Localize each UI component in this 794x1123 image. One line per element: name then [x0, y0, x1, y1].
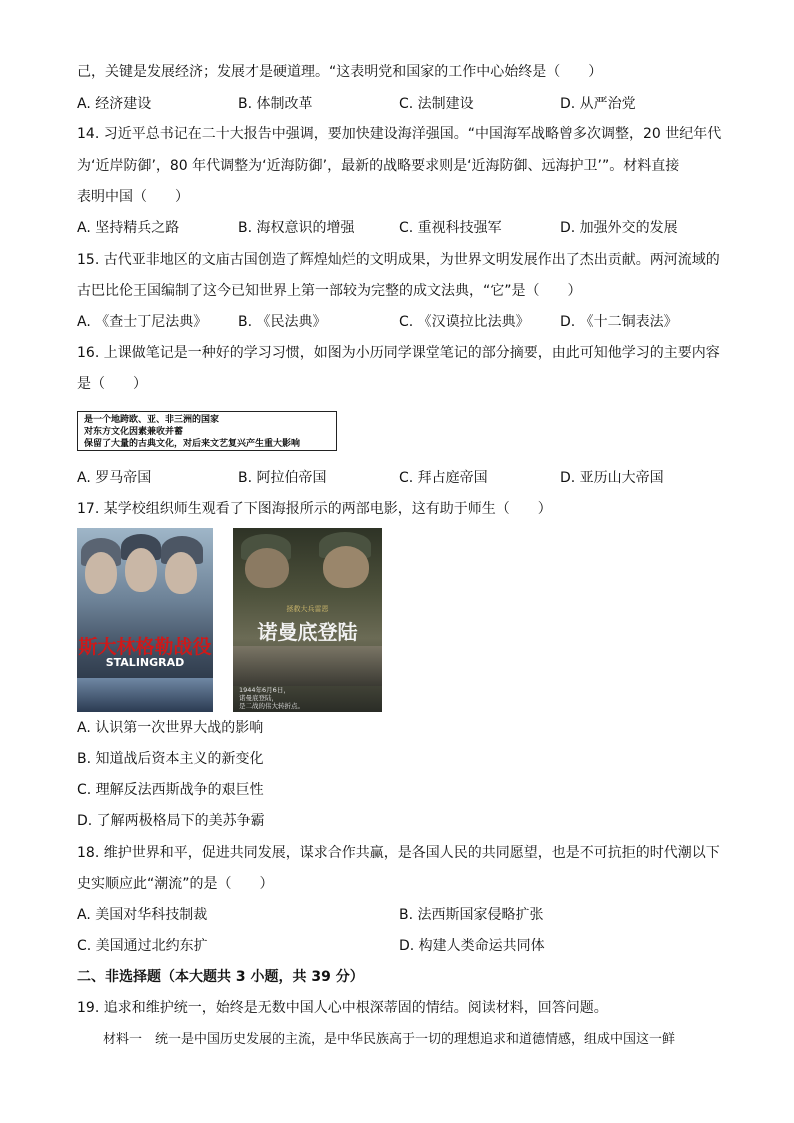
stalingrad-poster: [77, 528, 213, 712]
q15-option-b: B. 《民法典》: [238, 314, 327, 330]
q15-option-d: D. 《十二铜表法》: [560, 314, 678, 330]
soldier-face: [165, 552, 197, 594]
q16-option-a: A. 罗马帝国: [77, 470, 152, 486]
q14-option-c: C. 重视科技强军: [399, 220, 502, 236]
q19-stem: 19. 追求和维护统一，始终是无数中国人心中根深蒂固的情结。阅读材料，回答问题。: [77, 1000, 608, 1016]
q17-option-a: A. 认识第一次世界大战的影响: [77, 720, 264, 736]
q14-option-b: B. 海权意识的增强: [238, 220, 355, 236]
q15-option-c: C. 《汉谟拉比法典》: [399, 314, 530, 330]
q17-option-c: C. 理解反法西斯战争的艰巨性: [77, 782, 264, 798]
q16-option-c: C. 拜占庭帝国: [399, 470, 488, 486]
soldier-face: [85, 552, 117, 594]
q13-option-b: B. 体制改革: [238, 96, 313, 112]
q16-option-d: D. 亚历山大帝国: [560, 470, 664, 486]
q17-stem: 17. 某学校组织师生观看了下图海报所示的两部电影，这有助于师生（ ）: [77, 501, 552, 517]
normandy-top-text: 拯救大兵雷恩: [286, 605, 329, 613]
normandy-title: 诺曼底登陆: [257, 620, 358, 644]
stalingrad-title: 斯大林格勒战役: [78, 636, 212, 658]
q16-option-b: B. 阿拉伯帝国: [238, 470, 327, 486]
q14-stem-line-1: 14. 习近平总书记在二十大报告中强调，要加快建设海洋强国。“中国海军战略曾多次调整，20 世纪年代: [77, 126, 722, 142]
q13-stem-continued: 己，关键是发展经济；发展才是硬道理。“这表明党和国家的工作中心始终是（ ）: [77, 64, 603, 80]
stalingrad-subtitle: STALINGRAD: [105, 656, 185, 669]
q18-option-c: C. 美国通过北约东扩: [77, 938, 208, 954]
q15-stem-line-2: 古巴比伦王国编制了这今已知世界上第一部较为完整的成文法典，“它”是（ ）: [77, 283, 582, 299]
q15-stem-line-1: 15. 古代亚非地区的文庙古国创造了辉煌灿烂的文明成果，为世界文明发展作出了杰出贡献。两河流域的: [77, 252, 720, 268]
note-line-3: 保留了大量的古典文化，对后来文艺复兴产生重大影响: [84, 439, 301, 449]
soldier-face: [245, 548, 289, 588]
q19-material-1: 材料一 统一是中国历史发展的主流，是中华民族高于一切的理想追求和道德情感，组成中国这一鲜: [103, 1032, 676, 1047]
normandy-poster: [233, 528, 382, 712]
q18-stem-line-1: 18. 维护世界和平，促进共同发展，谋求合作共赢，是各国人民的共同愿望，也是不可抗拒的时代潮以下: [77, 845, 720, 861]
q14-option-a: A. 坚持精兵之路: [77, 220, 180, 236]
q17-option-d: D. 了解两极格局下的美苏争霸: [77, 813, 265, 829]
soldier-face: [323, 546, 369, 588]
q18-option-d: D. 构建人类命运共同体: [399, 938, 545, 954]
section-2-title: 二、非选择题（本大题共 3 小题，共 39 分）: [77, 969, 364, 985]
q17-option-b: B. 知道战后资本主义的新变化: [77, 751, 264, 767]
q18-option-b: B. 法西斯国家侵略扩张: [399, 907, 544, 923]
q14-stem-line-2: 为‘近岸防御’，80 年代调整为‘近海防御’，最新的战略要求则是‘近海防御、远海护卫’”。材料直接: [77, 158, 680, 174]
class-notes-box: [77, 411, 337, 451]
q14-stem-line-3: 表明中国（ ）: [77, 189, 189, 205]
q16-stem-line-1: 16. 上课做笔记是一种好的学习习惯，如图为小历同学课堂笔记的部分摘要，由此可知他学习的主要内容: [77, 345, 720, 361]
q18-stem-line-2: 史实顺应此“潮流”的是（ ）: [77, 876, 274, 892]
snowfield: [77, 678, 213, 712]
q18-option-a: A. 美国对华科技制裁: [77, 907, 208, 923]
q15-option-a: A. 《查士丁尼法典》: [77, 314, 208, 330]
note-line-2: 对东方文化因素兼收并蓄: [84, 427, 184, 437]
q13-option-a: A. 经济建设: [77, 96, 152, 112]
q14-option-d: D. 加强外交的发展: [560, 220, 678, 236]
q13-option-c: C. 法制建设: [399, 96, 474, 112]
beach-scene: [233, 646, 382, 686]
normandy-caption: 1944年6月6日， 诺曼底登陆， 是二战的伟大转折点。: [239, 686, 304, 710]
q16-stem-line-2: 是（ ）: [77, 376, 147, 392]
soldier-face: [125, 548, 157, 592]
q13-option-d: D. 从严治党: [560, 96, 636, 112]
note-line-1: 是一个地跨欧、亚、非三洲的国家: [84, 415, 220, 425]
